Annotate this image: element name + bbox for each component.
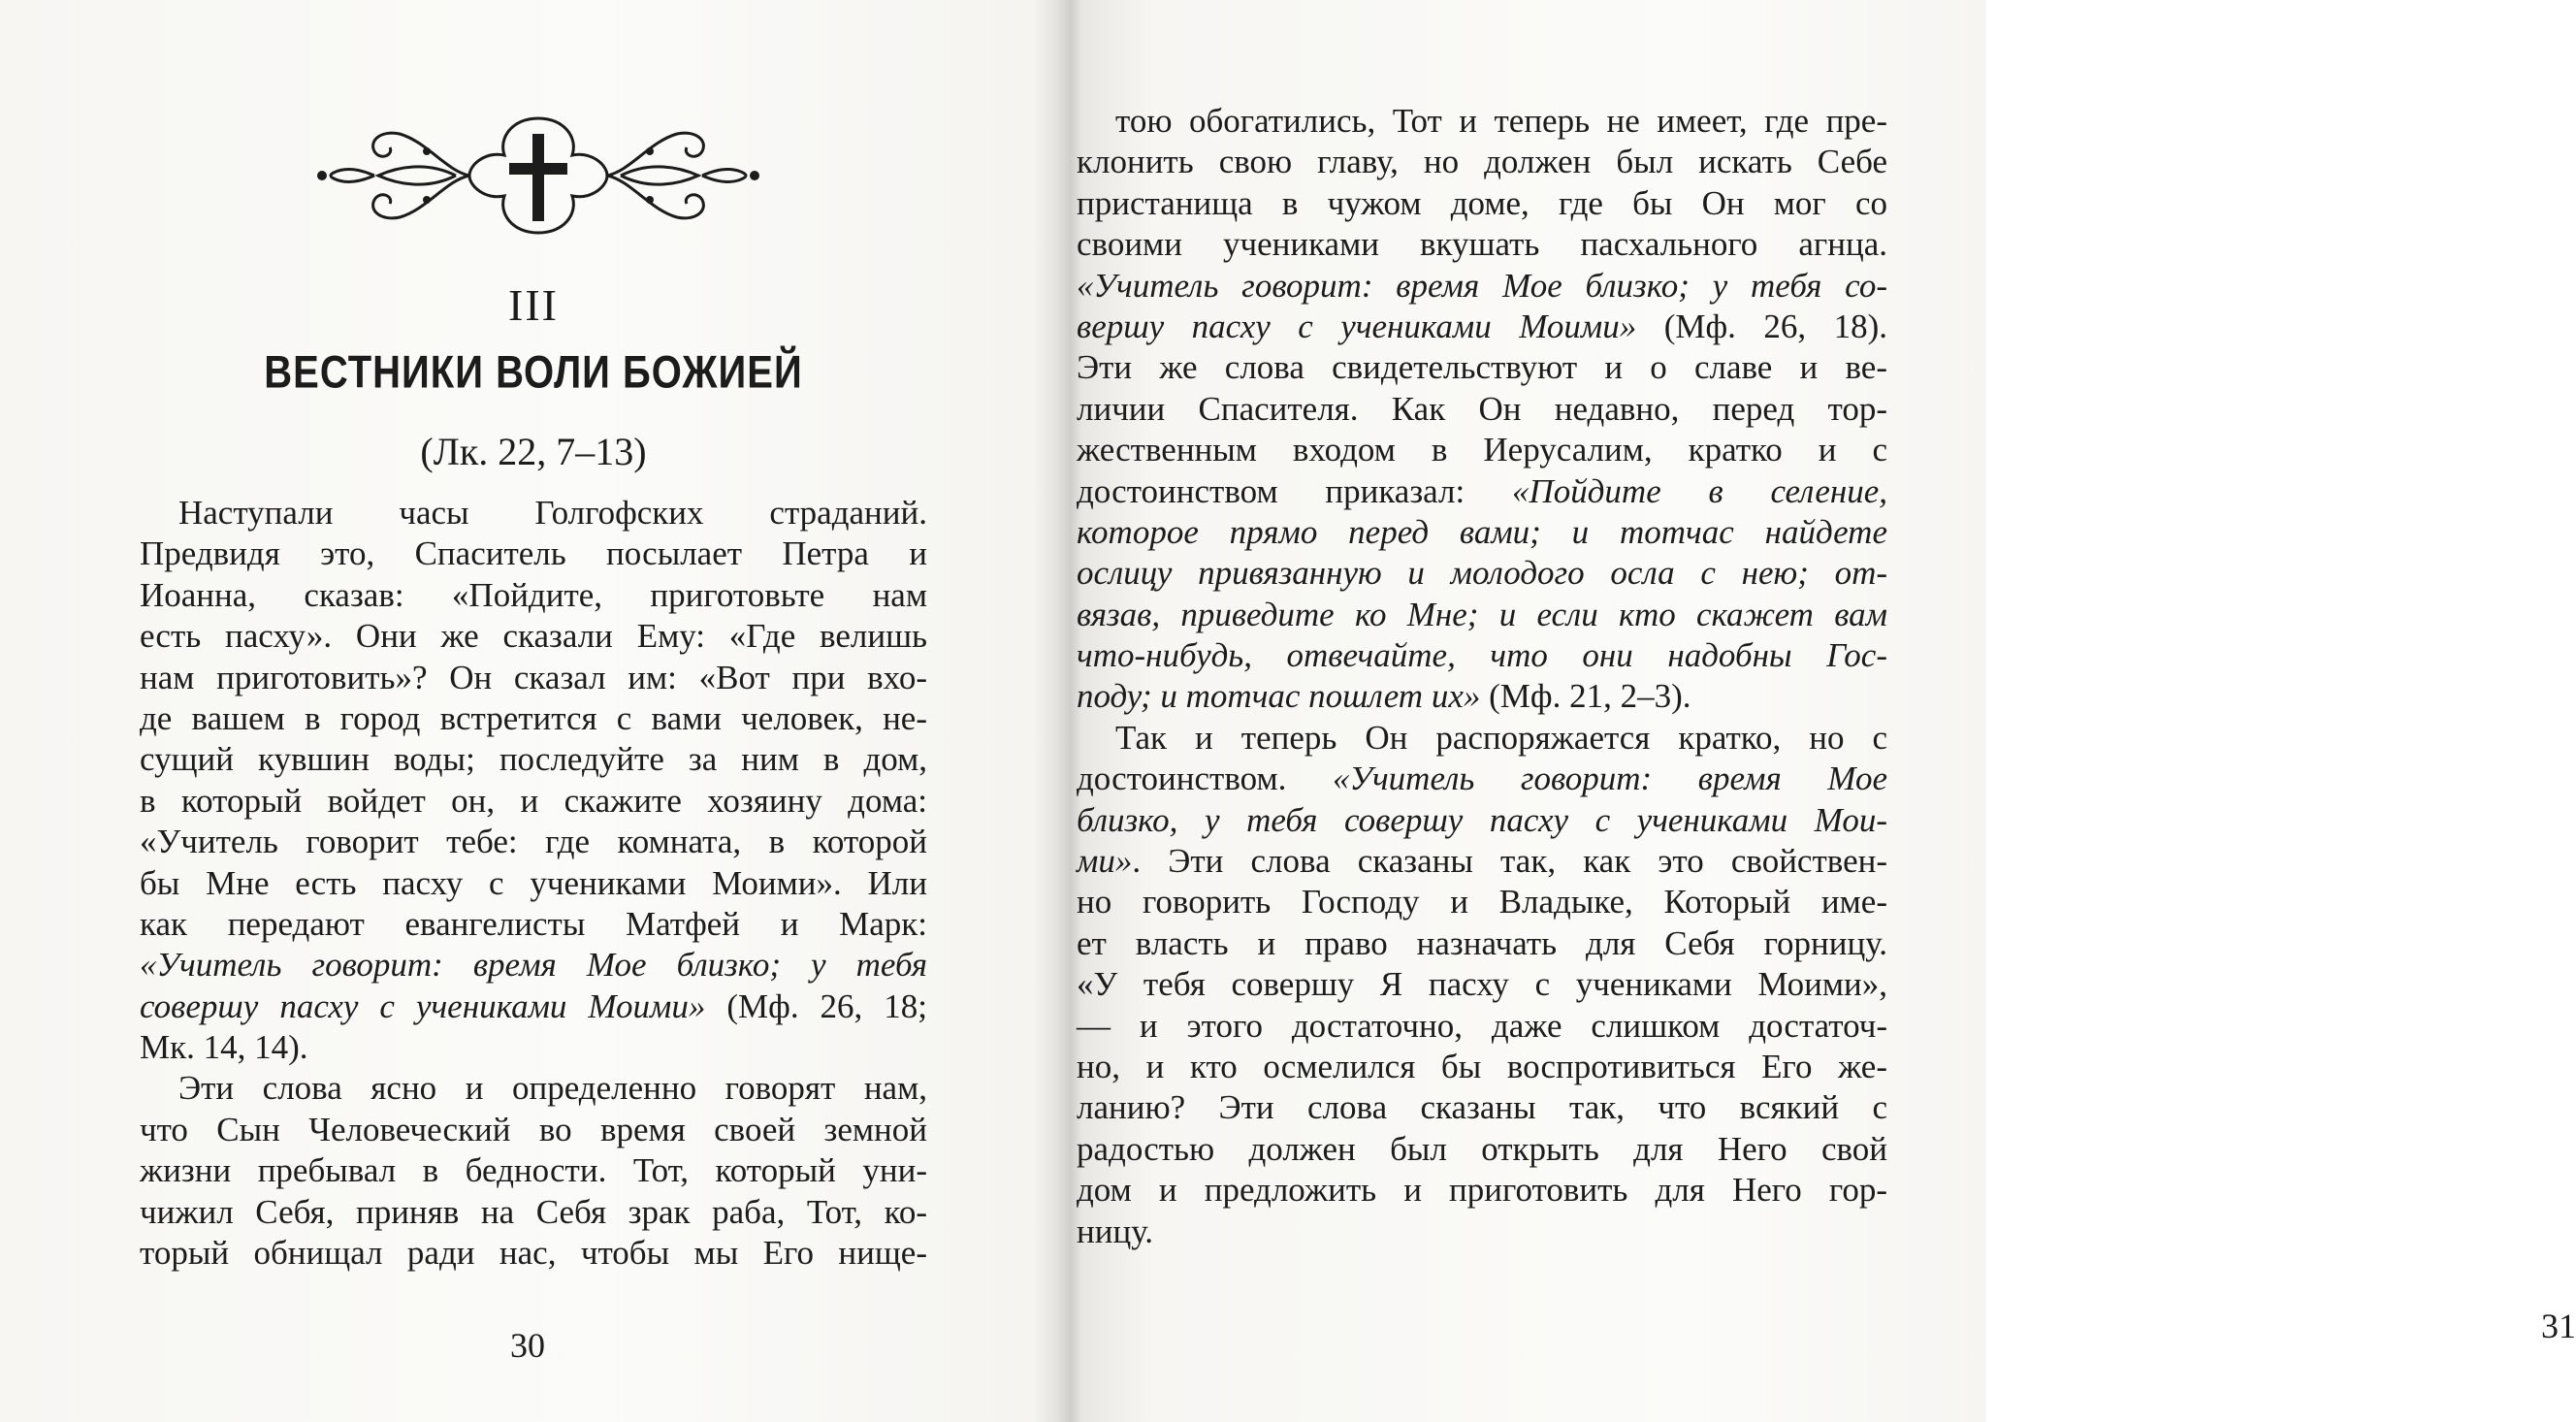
text-line: но, и кто осмелился бы воспротивиться Его же- — [1077, 1047, 1887, 1085]
text-line: — и этого достаточно, даже слишком достаточ- — [1077, 1006, 1887, 1045]
left-page-text — [140, 493, 927, 1274]
text-line: Иоанна, сказав: «Пойдите, приготовьте нам — [140, 575, 927, 614]
page-number: 31 — [2541, 1307, 2576, 1345]
text-line: де вашем в город встретится с вами человек, не- — [140, 698, 927, 737]
citation: (Мф. 26, 18). — [1636, 307, 1887, 345]
quote-text: вершу пасху с учениками Моими» — [1077, 307, 1637, 345]
quote-text: которое прямо перед вами; и тотчас найдете — [1077, 512, 1887, 551]
quote-text: вязав, приведите ко Мне; и если кто скажет вам — [1077, 595, 1887, 633]
text-line-italic — [140, 945, 927, 986]
text-line: пристанища в чужом доме, где бы Он мог со — [1077, 183, 1887, 222]
text-line-italic — [1077, 595, 1887, 635]
text-line-italic — [1077, 635, 1887, 676]
quote-text: ми» — [1077, 842, 1133, 881]
quote-text: «Учитель говорит: время Мое — [1332, 759, 1887, 798]
citation: (Мф. 21, 2–3). — [1480, 677, 1691, 716]
text-line: дом и предложить и приготовить для Него гор- — [1077, 1171, 1887, 1210]
text-line: своими учениками вкушать пасхального агнца. — [1077, 225, 1887, 264]
quote-text: поду; и тотчас пошлет их» — [1077, 677, 1481, 716]
right-page-text — [1077, 101, 1887, 1252]
quote-text: близко, у тебя совершу пасху с учениками Мои- — [1077, 800, 1887, 839]
text-line — [1077, 841, 1887, 882]
chapter-reference: (Лк. 22, 7–13) — [420, 430, 647, 473]
page-number: 30 — [510, 1326, 545, 1365]
text-line: но говорить Господу и Владыке, Который име- — [1077, 883, 1887, 921]
text-line: Эти же слова свидетельствуют и о славе и ве- — [1077, 348, 1887, 387]
text-line: Предвидя это, Спаситель посылает Петра и — [140, 534, 927, 573]
text-line: Наступали часы Голгофских страданий. — [178, 494, 927, 532]
text-line: Эти слова ясно и определенно говорят нам, — [178, 1069, 927, 1108]
text-line: «Учитель говорит тебе: где комната, в которой — [140, 823, 927, 861]
text-line: что Сын Человеческий во время своей земной — [140, 1110, 927, 1148]
text-line-italic — [1077, 800, 1887, 841]
text-line: жизни пребывал в бедности. Тот, который уни- — [140, 1151, 927, 1190]
text-line: Так и теперь Он распоряжается кратко, но с — [1115, 718, 1887, 757]
text-line-italic — [1077, 553, 1887, 594]
text-line: чижил Себя, приняв на Себя зрак раба, Тот, ко- — [140, 1192, 927, 1231]
quote-text: совершу пасху с учениками Моими» — [140, 986, 706, 1025]
text-line: ет власть и право назначать для Себя горницу. — [1077, 923, 1887, 962]
text-line: ницу. — [1077, 1212, 1153, 1250]
text-span: . Эти слова сказаны так, как это свойствен- — [1132, 842, 1887, 881]
text-line — [1077, 307, 1887, 347]
text-line: тою обогатились, Тот и теперь не имеет, где пре- — [1115, 102, 1887, 140]
text-line: клонить свою главу, но должен был искать Себе — [1077, 143, 1887, 181]
text-line — [1077, 471, 1887, 512]
text-line: бы Мне есть пасху с учениками Моими». Или — [140, 863, 927, 902]
quote-text: «Пойдите в селение, — [1511, 471, 1887, 510]
text-line: торый обнищал ради нас, чтобы мы Его нище- — [140, 1234, 927, 1273]
text-line — [1077, 759, 1887, 799]
quote-text: ослицу привязанную и молодого осла с нею; от- — [1077, 554, 1887, 593]
page-right — [1077, 0, 2576, 1422]
text-span: достоинством. — [1077, 759, 1333, 798]
text-line: есть пасху». Они же сказали Ему: «Где велишь — [140, 617, 927, 656]
quote-text: что-нибудь, отвечайте, что они надобны Гос- — [1077, 636, 1887, 675]
text-line-italic — [1077, 266, 1887, 307]
text-line: в который войдет он, и скажите хозяину дома: — [140, 781, 927, 820]
text-span: достоинством приказал: — [1077, 471, 1512, 510]
text-line: Мк. 14, 14). — [140, 1028, 308, 1067]
text-line: ланию? Эти слова сказаны так, что всякий с — [1077, 1088, 1887, 1127]
text-line-italic — [1077, 512, 1887, 553]
text-line: нам приготовить»? Он сказал им: «Вот при вхо- — [140, 658, 927, 696]
text-line — [1077, 676, 1887, 717]
quote-text: «Учитель говорит: время Мое близко; у тебя — [140, 946, 927, 985]
text-line: сущий кувшин воды; последуйте за ним в дом, — [140, 740, 927, 779]
text-line — [140, 986, 927, 1027]
text-line: «У тебя совершу Я пасху с учениками Моими», — [1077, 965, 1887, 1004]
text-line: личии Спасителя. Как Он недавно, перед тор- — [1077, 389, 1887, 428]
text-line: как передают евангелисты Матфей и Марк: — [140, 904, 927, 943]
page-left — [0, 0, 1047, 1422]
chapter-title: ВЕСТНИКИ ВОЛИ БОЖИЕЙ — [264, 346, 803, 398]
cross-ornament-icon — [310, 113, 766, 239]
chapter-number: III — [508, 280, 559, 330]
text-line: жественным входом в Иерусалим, кратко и с — [1077, 431, 1887, 469]
text-line: радостью должен был открыть для Него свой — [1077, 1129, 1887, 1168]
citation: (Мф. 26, 18; — [705, 986, 927, 1025]
quote-text: «Учитель говорит: время Мое близко; у тебя со- — [1077, 266, 1887, 305]
